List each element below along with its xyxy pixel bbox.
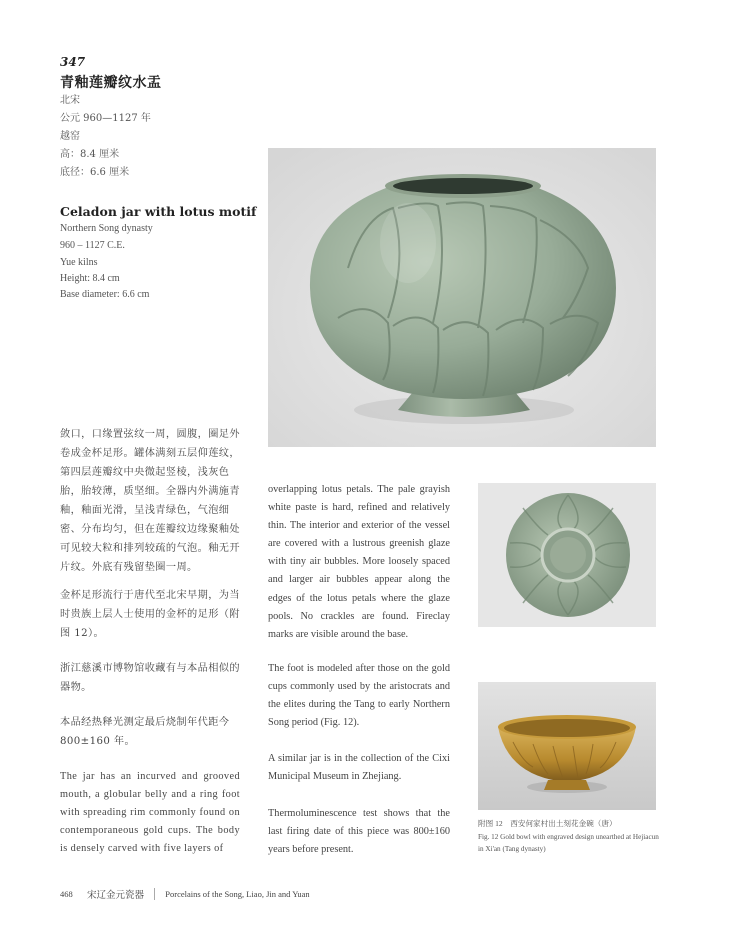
page-number: 468 — [60, 889, 73, 899]
description-en-column-1: The jar has an incurved and grooved mouth, a globular belly and a ring foot with spreading rim commonly found on contemporaneous gold cups. The body is densely carved with five layers of — [60, 771, 240, 854]
dynasty-en: Northern Song dynasty — [60, 223, 153, 234]
description-zh-paragraph-4: 本品经热释光测定最后烧制年代距今 800±160 年。 — [60, 717, 230, 747]
figure-caption-zh: 附图 12 西安何家村出土刻花金碗（唐） — [478, 819, 617, 828]
kiln-en: Yue kilns — [60, 257, 98, 268]
description-en-paragraph-2: The foot is modeled after those on the gold cups commonly used by the aristocrats and the elites during the Tang to early Northern Song period (Fig. 12). — [268, 663, 450, 729]
page-footer — [60, 887, 310, 901]
gold-bowl-photo — [478, 682, 656, 810]
figure-caption-en-line-2: in Xi'an (Tang dynasty) — [478, 845, 546, 853]
jar-base-photo — [478, 483, 656, 627]
description-zh-paragraph-1: 敛口，口缘置弦纹一周，圆腹，圈足外卷成金杯足形。罐体满刻五层仰莲纹，第四层莲瓣纹中央微起竖棱，浅灰色胎，胎较薄，质坚细。全器内外满施青釉，釉面光滑，呈浅青绿色，气泡细密、分布均匀，但在莲瓣纹边缘聚釉处可见较大粒和排列较疏的气泡。釉无开片纹。外底有残留垫圈一周。 — [60, 429, 240, 573]
description-en-paragraph-3: A similar jar is in the collection of the Cixi Municipal Museum in Zhejiang. — [268, 753, 450, 783]
description-zh-paragraph-3: 浙江慈溪市博物馆收藏有与本品相似的器物。 — [60, 663, 240, 693]
base-diameter-zh: 底径：6.6 厘米 — [60, 167, 130, 178]
date-en: 960 – 1127 C.E. — [60, 240, 125, 251]
book-title-en: Porcelains of the Song, Liao, Jin and Yuan — [165, 889, 310, 899]
base-diameter-en: Base diameter: 6.6 cm — [60, 289, 150, 300]
kiln-zh: 越窑 — [60, 131, 80, 142]
title-english: Celadon jar with lotus motif — [60, 204, 257, 219]
dynasty-zh: 北宋 — [60, 95, 80, 106]
figure-caption-en-line-1: Fig. 12 Gold bowl with engraved design unearthed at Hejiacun — [478, 833, 659, 841]
footer-divider — [154, 888, 155, 900]
height-zh: 高：8.4 厘米 — [60, 149, 120, 160]
entry-number: 347 — [60, 55, 86, 69]
book-title-zh: 宋辽金元瓷器 — [87, 891, 145, 901]
description-en-paragraph-4: Thermoluminescence test shows that the last firing date of this piece was 800±160 years before present. — [268, 808, 450, 856]
celadon-jar-photo — [268, 148, 656, 447]
title-chinese: 青釉莲瓣纹水盂 — [60, 75, 162, 91]
height-en: Height: 8.4 cm — [60, 273, 120, 284]
description-zh-paragraph-2: 金杯足形流行于唐代至北宋早期，为当时贵族上层人士使用的金杯的足形（附图 12）。 — [60, 590, 240, 639]
description-en-paragraph-1: overlapping lotus petals. The pale grayish white paste is hard, refined and relatively thin. The interior and exterior of the vessel are covered with a lustrous greenish glaze with tiny air bubbles. More loosely spaced and larger air bubbles appear along the edges of the lotus petals where the glaze pools. No crackles are found. Fireclay marks are visible around the base. — [268, 484, 450, 640]
date-zh: 公元 960—1127 年 — [60, 113, 151, 124]
